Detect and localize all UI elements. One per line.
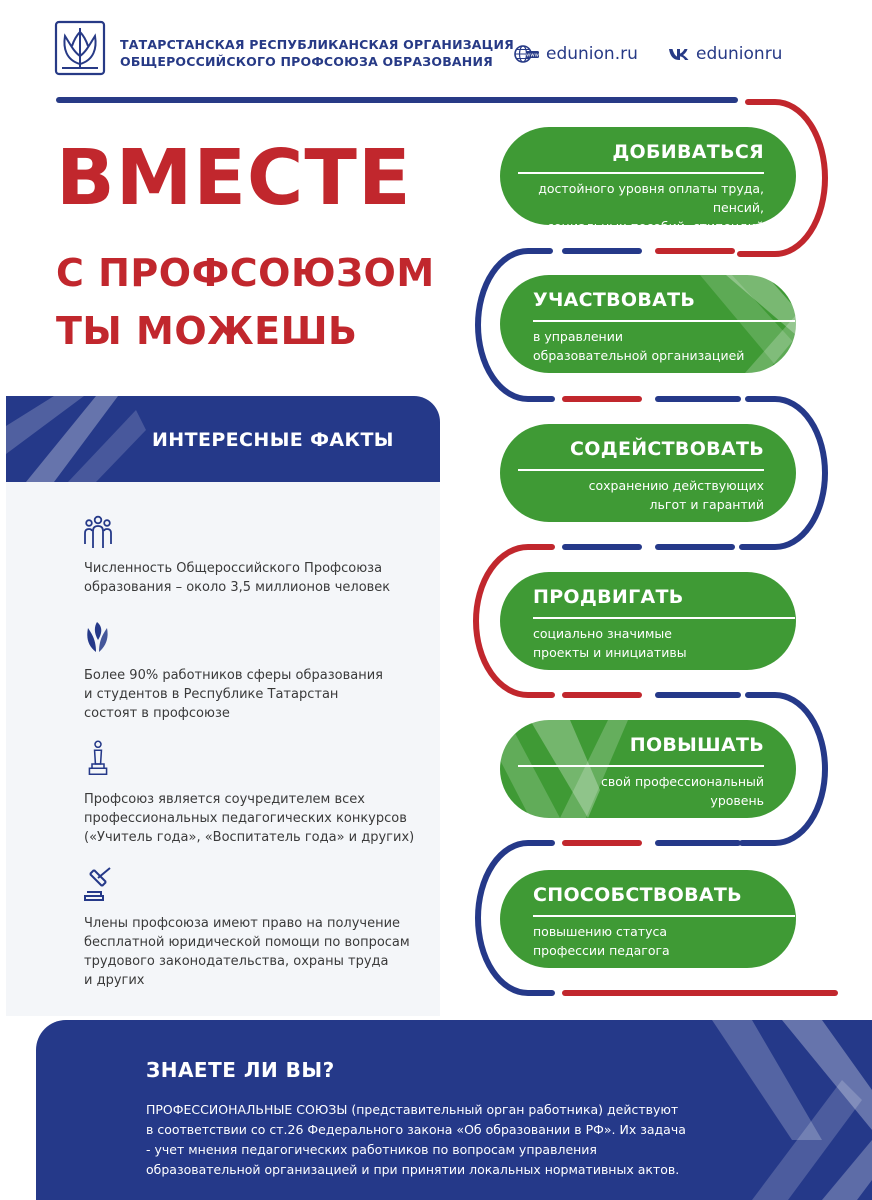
step-title: ПРОДВИГАТЬ	[533, 586, 684, 608]
fact-text-3: Профсоюз является соучредителем всех профессиональных педагогических конкурсов («Учитель года», «Воспитатель года» и других)	[84, 792, 415, 845]
connector-dash	[562, 692, 642, 698]
step-sodeystvovat	[500, 424, 796, 522]
step-description: социально значимые проекты и инициативы	[533, 626, 687, 660]
connector-dash	[655, 396, 741, 402]
main-title: ВМЕСТЕ	[56, 134, 412, 223]
connector-dash	[562, 544, 642, 550]
ribbon-decoration	[692, 1020, 872, 1200]
connector-dash	[562, 840, 642, 846]
step-title: СОДЕЙСТВОВАТЬ	[570, 438, 764, 460]
subtitle-line-2: ТЫ МОЖЕШЬ	[56, 309, 358, 353]
step-underline	[518, 172, 764, 174]
step-title: ПОВЫШАТЬ	[629, 734, 764, 756]
know-text: ПРОФЕССИОНАЛЬНЫЕ СОЮЗЫ (представительный орган работника) действуют в соответствии со ст.26 Федерального закона «Об образовании в РФ». Их задача - учет мнения педагогических работников по вопросам управления образовательной организацией и при принятии локальных нормативных актов.	[146, 1102, 686, 1177]
step-description: в управлении образовательной организацией	[533, 329, 745, 363]
trophy-icon	[82, 740, 114, 776]
vk-text: edunionru	[696, 44, 783, 64]
step-description: повышению статуса профессии педагога	[533, 924, 670, 958]
connector-dash	[655, 544, 735, 550]
step-description: свой профессиональный уровень	[601, 774, 764, 808]
step-dobivatsya	[500, 127, 796, 234]
connector-dash	[655, 840, 741, 846]
svg-text:www: www	[526, 52, 539, 59]
step-sposobstvovat	[500, 870, 796, 968]
step-title: ДОБИВАТЬСЯ	[612, 141, 764, 163]
step-povyshat	[500, 720, 796, 818]
step-uchastvovat	[500, 275, 796, 373]
connector-end	[562, 990, 838, 996]
fact-text-4: Члены профсоюза имеют право на получение бесплатной юридической помощи по вопросам трудового законодательства, охраны труда и других	[84, 916, 410, 988]
people-icon	[82, 514, 114, 550]
step-title: СПОСОБСТВОВАТЬ	[533, 884, 742, 906]
website-text: edunion.ru	[546, 44, 638, 64]
connector-dash	[655, 692, 741, 698]
step-underline	[518, 469, 764, 471]
facts-title: ИНТЕРЕСНЫЕ ФАКТЫ	[152, 429, 394, 451]
org-name-line2: ОБЩЕРОССИЙСКОГО ПРОФСОЮЗА ОБРАЗОВАНИЯ	[120, 54, 493, 69]
connector-dash	[562, 396, 642, 402]
step-prodvigat	[500, 572, 796, 670]
connector-dash	[562, 248, 642, 254]
fact-text-2: Более 90% работников сферы образования и студентов в Республике Татарстан состоят в профсоюзе	[84, 668, 384, 721]
step-underline	[533, 320, 795, 322]
step-description: сохранению действующих льгот и гарантий	[588, 478, 764, 512]
step-underline	[533, 617, 795, 619]
wheat-icon	[82, 618, 114, 654]
gavel-icon	[82, 866, 114, 902]
step-underline	[518, 765, 764, 767]
step-underline	[533, 915, 795, 917]
subtitle-line-1: С ПРОФСОЮЗОМ	[56, 251, 435, 295]
fact-text-1: Численность Общероссийского Профсоюза образования – около 3,5 миллионов человек	[84, 561, 391, 595]
step-title: УЧАСТВОВАТЬ	[533, 289, 696, 311]
connector-dash	[655, 248, 735, 254]
know-title: ЗНАЕТЕ ЛИ ВЫ?	[146, 1058, 335, 1082]
org-name-line1: ТАТАРСТАНСКАЯ РЕСПУБЛИКАНСКАЯ ОРГАНИЗАЦИЯ	[120, 37, 514, 52]
step-description: достойного уровня оплаты труда, пенсий, социальных пособий, стипендий	[538, 181, 764, 234]
